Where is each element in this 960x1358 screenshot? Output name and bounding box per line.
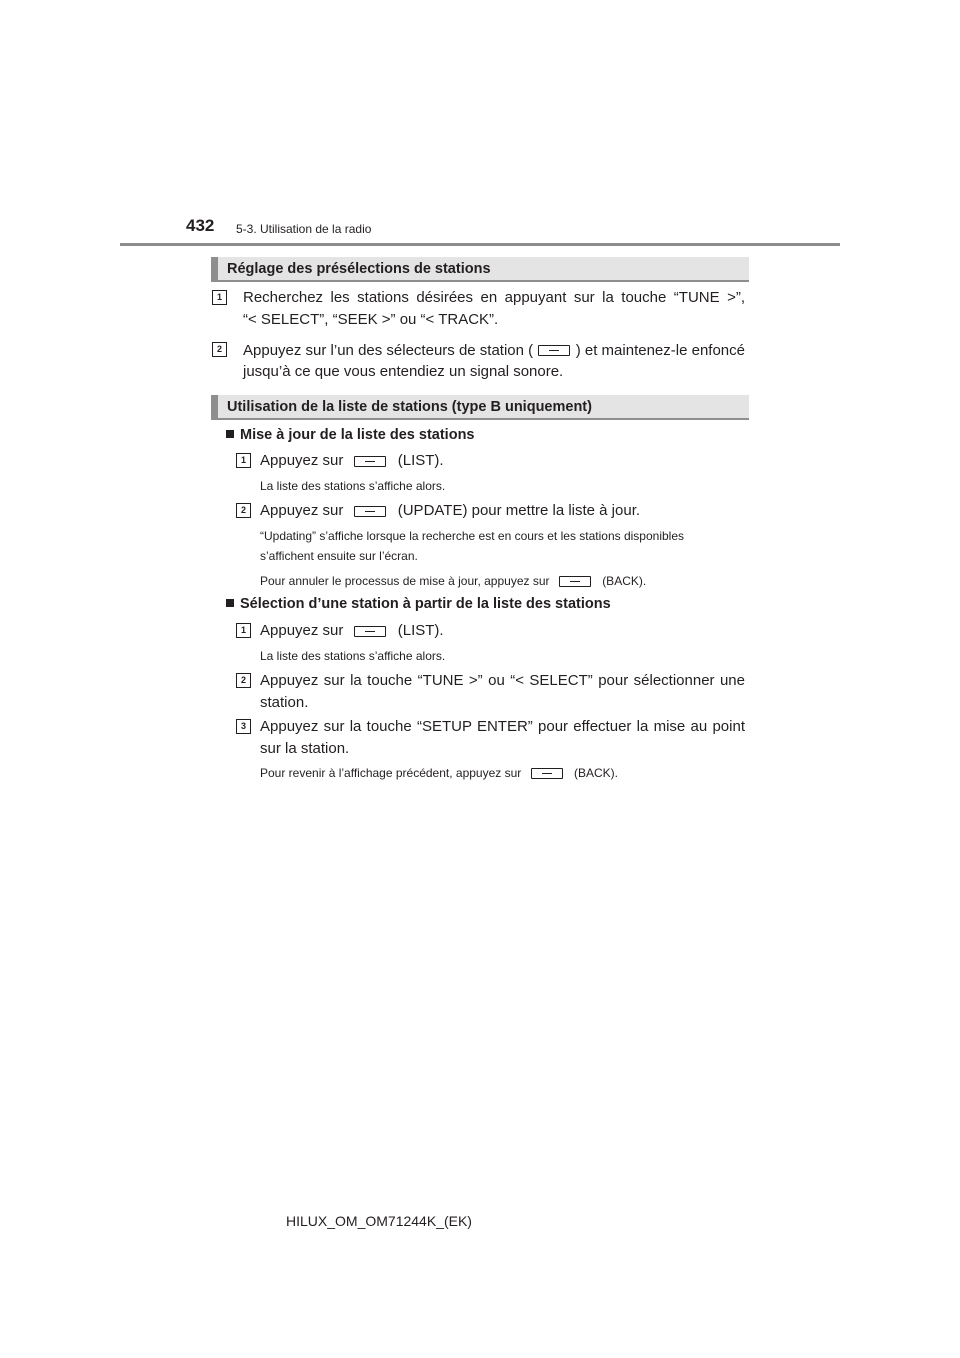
step-note-row: [260, 571, 646, 591]
step-text: jusqu’à ce que vous entendiez un signal sonore.: [243, 363, 564, 380]
step-note: La liste des stations s’affiche alors.: [260, 479, 446, 493]
step-text: Appuyez sur la touche “TUNE >” ou “< SELECT” pour sélectionner une: [260, 672, 745, 689]
step-text: sur la station.: [260, 740, 350, 757]
step-note-row: [260, 763, 618, 783]
header-rule: [120, 243, 840, 246]
list-button-icon: [354, 456, 386, 467]
step-number-badge: 3: [236, 719, 251, 734]
step-text-row: [260, 450, 444, 471]
preset-button-icon: [538, 345, 570, 356]
step-text-row: [260, 620, 444, 641]
back-button-icon: [531, 768, 563, 779]
step-note: (BACK).: [573, 766, 618, 780]
step-text-row: [243, 340, 745, 361]
back-button-icon: [559, 576, 591, 587]
step-text: Appuyez sur: [260, 622, 344, 639]
step-text: Appuyez sur: [260, 452, 344, 469]
section-heading-presets: [211, 257, 749, 282]
step-note: Pour revenir à l’affichage précédent, appuyez sur: [260, 766, 522, 780]
step-number-badge: 2: [236, 503, 251, 518]
subsection-heading-update-list: [226, 427, 475, 443]
step-text-row: [260, 500, 640, 521]
bullet-square-icon: [226, 430, 234, 438]
step-number-badge: 1: [212, 290, 227, 305]
step-note: Pour annuler le processus de mise à jour, appuyez sur: [260, 574, 550, 588]
step-text: Recherchez les stations désirées en appuyant sur la touche “TUNE >”,: [243, 289, 745, 306]
subsection-heading-text: Sélection d’une station à partir de la liste des stations: [240, 596, 611, 612]
step-text: station.: [260, 694, 309, 711]
bullet-square-icon: [226, 599, 234, 607]
step-text: Appuyez sur: [260, 502, 344, 519]
section-heading-station-list: [211, 395, 749, 420]
step-note: s’affichent ensuite sur l’écran.: [260, 549, 418, 563]
step-text: “< SELECT”, “SEEK >” ou “< TRACK”.: [243, 311, 499, 328]
subsection-heading-text: Mise à jour de la liste des stations: [240, 427, 475, 443]
subsection-heading-select-station: [226, 596, 611, 612]
step-note: (BACK).: [602, 574, 647, 588]
step-note: La liste des stations s’affiche alors.: [260, 649, 446, 663]
step-text: (LIST).: [397, 622, 444, 639]
step-text: ) et maintenez-le enfoncé: [575, 342, 745, 359]
step-number-badge: 2: [236, 673, 251, 688]
chapter-title: 5-3. Utilisation de la radio: [236, 222, 372, 236]
step-text: (LIST).: [397, 452, 444, 469]
step-text: (UPDATE) pour mettre la liste à jour.: [397, 502, 641, 519]
list-button-icon: [354, 626, 386, 637]
document-id: HILUX_OM_OM71244K_(EK): [286, 1213, 472, 1229]
step-text: Appuyez sur l’un des sélecteurs de station (: [243, 342, 534, 359]
step-number-badge: 1: [236, 623, 251, 638]
page-number: 432: [186, 216, 215, 235]
step-note: “Updating” s’affiche lorsque la recherche est en cours et les stations disponibles: [260, 529, 685, 543]
section-heading-text: Utilisation de la liste de stations (type B uniquement): [227, 399, 592, 415]
step-text: Appuyez sur la touche “SETUP ENTER” pour effectuer la mise au point: [260, 718, 745, 735]
update-button-icon: [354, 506, 386, 517]
step-number-badge: 2: [212, 342, 227, 357]
step-number-badge: 1: [236, 453, 251, 468]
section-heading-text: Réglage des présélections de stations: [227, 261, 491, 277]
